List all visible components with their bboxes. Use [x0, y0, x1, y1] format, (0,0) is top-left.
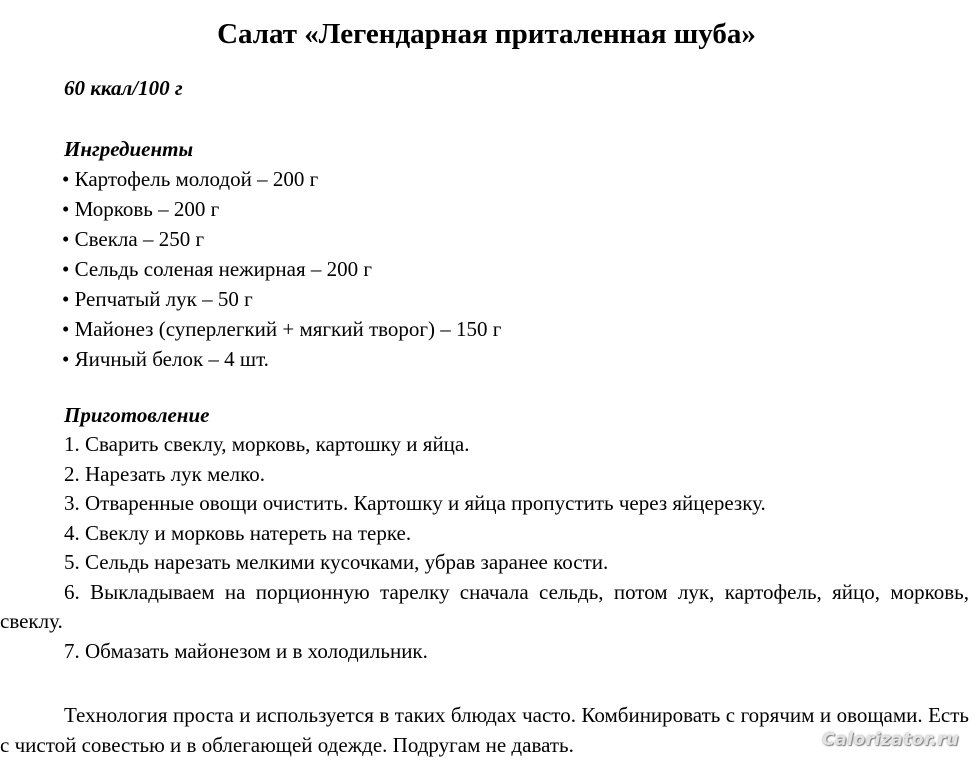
ingredient-item: • Сельдь соленая нежирная – 200 г: [62, 254, 501, 284]
ingredient-item: • Майонез (суперлегкий + мягкий творог) – 150 г: [62, 314, 501, 344]
watermark-logo: Calorizator.ru: [822, 730, 959, 750]
ingredient-item: • Морковь – 200 г: [62, 194, 501, 224]
preparation-step: 3. Отваренные овощи очистить. Картошку и яйца пропустить через яйцерезку.: [64, 491, 766, 515]
ingredient-item: • Свекла – 250 г: [62, 224, 501, 254]
ingredient-item: • Яичный белок – 4 шт.: [62, 344, 501, 374]
ingredients-list: [62, 164, 501, 374]
preparation-step: 7. Обмазать майонезом и в холодильник.: [64, 638, 428, 663]
preparation-steps: [0, 430, 969, 666]
ingredient-item: • Картофель молодой – 200 г: [62, 164, 501, 194]
preparation-heading: Приготовление: [64, 403, 210, 427]
preparation-step: 2. Нарезать лук мелко.: [64, 461, 266, 486]
preparation-step: 4. Свеклу и морковь натереть на терке.: [64, 520, 412, 545]
preparation-step: 5. Сельдь нарезать мелкими кусочками, убрав заранее кости.: [64, 550, 609, 574]
preparation-step: 1. Сварить свеклу, морковь, картошку и яйца.: [64, 432, 470, 456]
preparation-step: 6. Выкладываем на порционную тарелку сначала сельдь, потом лук, картофель, яйцо, морковь, свеклу.: [0, 579, 969, 633]
recipe-title: Салат «Легендарная приталенная шуба»: [217, 18, 756, 50]
ingredient-item: • Репчатый лук – 50 г: [62, 284, 501, 314]
closing-paragraph: Технология проста и используется в таких блюдах часто. Комбинировать с горячим и овощами. Есть с чистой совестью и в облегающей одежде. Подругам не давать.: [0, 703, 969, 757]
ingredients-heading: Ингредиенты: [64, 137, 194, 161]
calorie-info: 60 ккал/100 г: [64, 76, 183, 100]
